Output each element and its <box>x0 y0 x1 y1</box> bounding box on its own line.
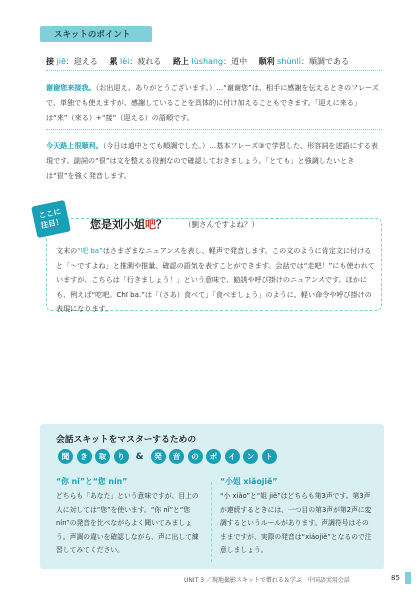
column-divider <box>211 482 212 562</box>
point-paragraph: 谢谢您来接我。（お出迎え、ありがとうございます。）…“谢谢您”は、相手に感謝を伝えるときのフレーズで、単独でも使えますが、感謝していることを具体的に付け加えることもできます。「迎えに来る」は“来”（来る）+“接”（迎える）の語順です。 <box>46 83 379 122</box>
heading-char: & <box>135 451 144 462</box>
section-header: スキットのポイント <box>40 26 152 42</box>
heading-char: イ <box>225 449 240 464</box>
page-number: 85 <box>391 574 400 582</box>
left-column-text: どちらも「あなた」という意味ですが、目上の人に対しては“您”を使います。“你 nǐ”と“您 nín”の発音を比べながらよく聞いてみましょう。声調の違いを確認しながら、声に出して練習してみてください。 <box>56 492 199 555</box>
point-paragraph: 今天路上很顺利。（今日は道中とても順調でした。）…基本フレーズ③で学習した、形容詞を述語にする表現です。副詞の“很”は文を整える役割なので確認しておきましょう。「とても」と強調したいときは“很”を強く発音します。 <box>46 141 379 180</box>
heading-char: 音 <box>169 449 184 464</box>
callout-subtitle: （劉さんですよね？） <box>184 220 259 229</box>
vocab-item: 路上 lùshang：道中 <box>172 57 248 66</box>
heading-char: り <box>114 449 129 464</box>
heading-char: き <box>77 449 92 464</box>
right-column-text: “小 xiǎo”と“姐 jiě”はどちらも第3声です。第3声が連続するときには、一つ目の第3声が第2声に変調するというルールがあります。声調符号はそのままですが、実際の発音は“xiáojiě”となるので注意しましょう。 <box>220 492 372 555</box>
vocab-item: 累 lèi：疲れる <box>109 57 162 66</box>
heading-char: 聞 <box>58 449 73 464</box>
heading-char: 取 <box>95 449 110 464</box>
panel-heading-circles <box>58 449 277 464</box>
right-column-title: “小姐 xiǎojiě” <box>220 477 278 486</box>
heading-char: ポ <box>206 449 221 464</box>
attention-badge: ここに 注目！ <box>31 200 71 238</box>
vocab-line <box>46 56 386 67</box>
callout-text: 文末の“吧 ba”はさまざまなニュアンスを表し、軽声で発音します。この文のように肯定文に付けると「～ですよね」と推測や推量、確認の語気を表すことができます。会話では“走吧！”にも使われていますが、こちらは「行きましょう！」という意味で、勧誘や呼び掛けのニュアンスです。ほかにも、例えば“吃吧。Chī ba.”は「（さあ）食べて」「食べましょう」のように、軽い命令や呼び掛けの表現になります。 <box>56 246 375 313</box>
divider <box>46 129 382 130</box>
panel-title: 会話スキットをマスターするための <box>56 435 197 445</box>
page-edge-tab <box>405 572 411 584</box>
heading-char: ン <box>243 449 258 464</box>
vocab-item: 接 jiē：迎える <box>46 57 98 66</box>
heading-char: の <box>188 449 203 464</box>
left-column-title: “你 nǐ”と“您 nín” <box>56 477 128 486</box>
heading-char: ト <box>262 449 277 464</box>
divider <box>46 70 382 71</box>
running-footer: UNIT 3 ／現地撮影スキットで慣れる＆学ぶ 中国語実用会話 <box>184 577 350 584</box>
callout-title: 您是刘小姐吧？ <box>90 218 167 231</box>
vocab-item: 顺利 shùnlì：順調である <box>258 57 349 66</box>
heading-char: 発 <box>151 449 166 464</box>
